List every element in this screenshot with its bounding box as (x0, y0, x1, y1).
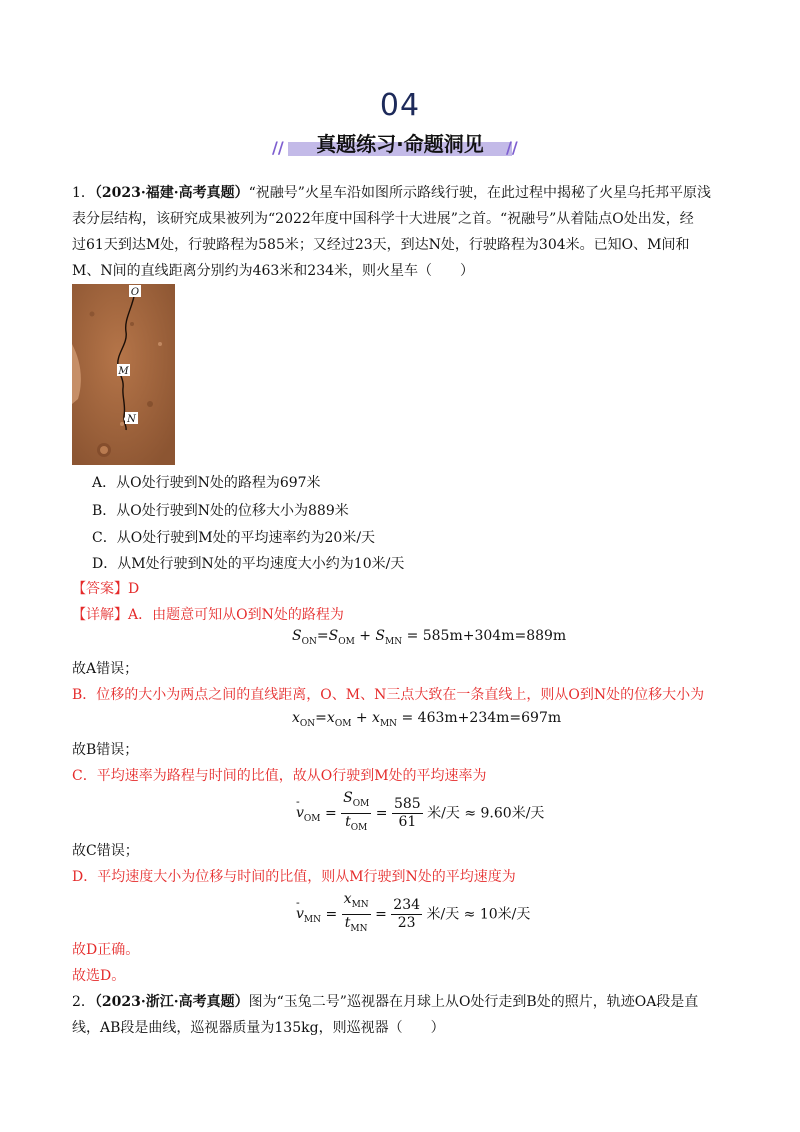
option-a: A．从O处行驶到N处的路程为697米 (92, 475, 321, 491)
q2-line-1: 2．（2023·浙江·高考真题）图为“玉兔二号”巡视器在月球上从O处行走到B处的照片，轨迹OA段是直 (72, 994, 699, 1010)
mars-route-map (72, 284, 175, 465)
q2-line-2: 线，AB段是曲线，巡视器质量为135kg，则巡视器（ ） (72, 1020, 445, 1036)
q1-line-2: 表分层结构，该研究成果被列为“2022年度中国科学十大进展”之首。“祝融号”从着陆点O处出发，经 (72, 211, 694, 227)
equation-displacement-on: $x_{ON}=x_{OM} + x_{MN} = 463m+234m=697m$ (292, 710, 562, 729)
option-d: D．从M处行驶到N处的平均速度大小约为10米/天 (92, 556, 405, 572)
q1-line-3: 过61天到达M处，行驶路程为585米；又经过23天，到达N处，行驶路程为304米。已知O、M间和 (72, 237, 690, 253)
section-title: 真题练习·命题洞见 (316, 132, 484, 156)
q1-stem (72, 180, 730, 284)
equation-path-on: $S_{ON}=S_{OM} + S_{MN} = 585m+304m=889m$ (292, 628, 567, 647)
q2-stem (72, 989, 730, 1041)
equation-speed-om: v - $_{OM}$ = $\frac{S_{OM}}{t_{OM}}$ = $\frac{585}{61}$ 米/天 ≈ 9.60米/天 (296, 790, 545, 833)
equation-velocity-mn: v - $_{MN}$ = $\frac{x_{MN}}{t_{MN}}$ = $\frac{234}{23}$ 米/天 ≈ 10米/天 (296, 891, 531, 934)
detail-b-text: B．位移的大小为两点之间的直线距离，O、M、N三点大致在一条直线上，则从O到N处的位移大小为 (72, 687, 705, 703)
section-number: 04 (379, 88, 421, 123)
detail-a-text: 【详解】A．由题意可知从O到N处的路程为 (72, 607, 344, 623)
final-choice: 故选D。 (72, 968, 126, 984)
right-slash-decoration: // (506, 138, 518, 157)
detail-d-text: D．平均速度大小为位移与时间的比值，则从M行驶到N处的平均速度为 (72, 869, 516, 885)
left-slash-decoration: // (272, 138, 284, 157)
option-c: C．从O处行驶到M处的平均速率约为20米/天 (92, 530, 376, 546)
q1-source: （2023·福建·高考真题） (94, 185, 249, 201)
detail-c-text: C．平均速率为路程与时间的比值，故从O行驶到M处的平均速率为 (72, 768, 487, 784)
map-label-m: M (118, 366, 129, 377)
conclusion-c: 故C错误； (72, 843, 139, 859)
q1-line-4: M、N间的直线距离分别约为463米和234米，则火星车（ ） (72, 263, 475, 279)
conclusion-b: 故B错误； (72, 742, 139, 758)
conclusion-d: 故D正确。 (72, 942, 140, 958)
map-label-n: N (127, 414, 136, 425)
q1-line-1: 1．（2023·福建·高考真题）“祝融号”火星车沿如图所示路线行驶，在此过程中揭秘了火星乌托邦平原浅 (72, 185, 711, 201)
conclusion-a: 故A错误； (72, 661, 139, 677)
option-b: B．从O处行驶到N处的位移大小为889米 (92, 503, 349, 519)
q2-source: （2023·浙江·高考真题） (94, 994, 249, 1010)
answer-line: 【答案】D (72, 581, 140, 597)
map-label-o: O (130, 287, 140, 298)
